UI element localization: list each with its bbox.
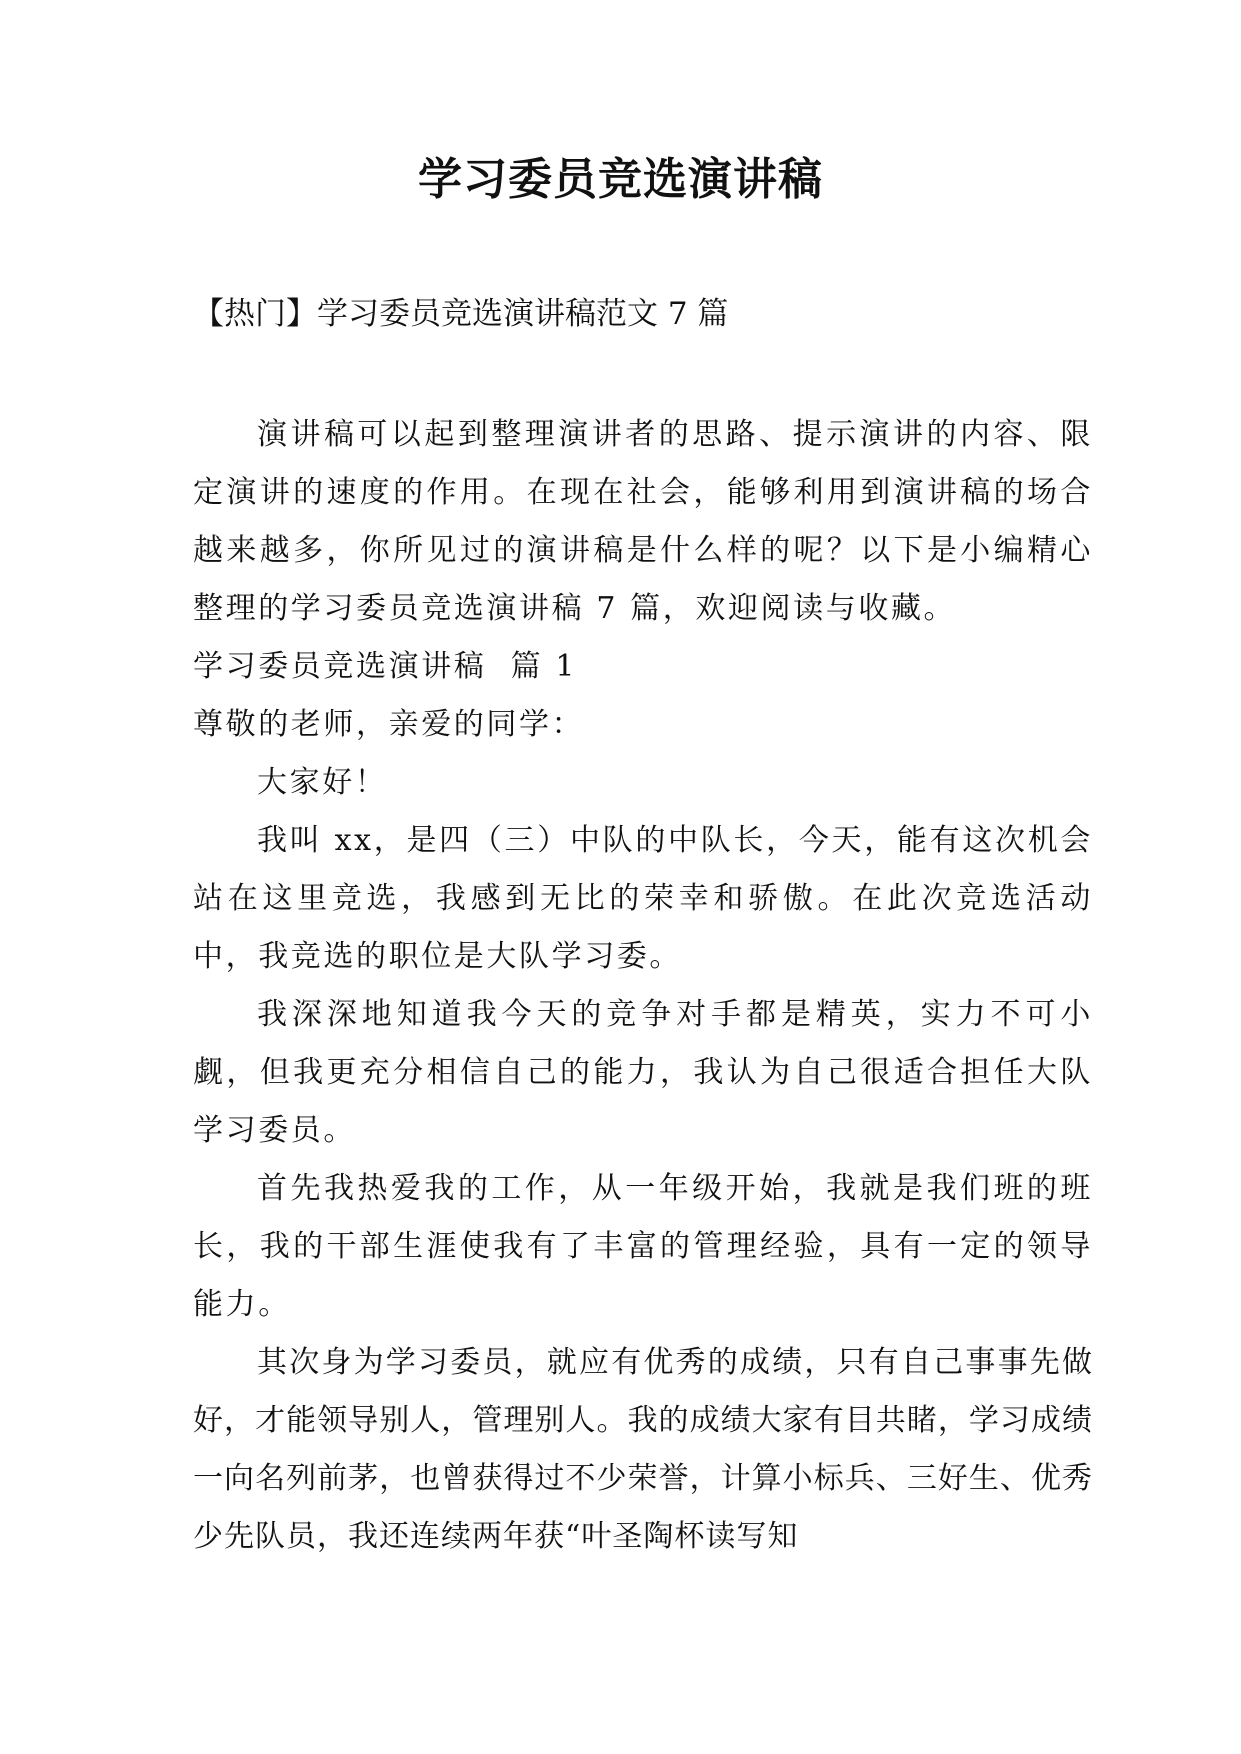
document-subtitle: 【热门】学习委员竞选演讲稿范文 7 篇 bbox=[193, 296, 729, 332]
document-title: 学习委员竞选演讲稿 bbox=[418, 154, 823, 205]
salutation: 尊敬的老师，亲爱的同学： bbox=[193, 707, 585, 742]
section-heading: 学习委员竞选演讲稿 篇 1 bbox=[193, 649, 578, 684]
intro-paragraph: 演讲稿可以起到整理演讲者的思路、提示演讲的内容、限定演讲的速度的作用。在现在社会，能够利用到演讲稿的场合越来越多，你所见过的演讲稿是什么样的呢？以下是小编精心整理的学习委员竞选演讲稿 7 篇，欢迎阅读与收藏。 bbox=[193, 417, 1093, 626]
document-body bbox=[193, 406, 1093, 1566]
body-paragraph: 我叫 xx，是四（三）中队的中队长，今天，能有这次机会站在这里竞选，我感到无比的荣幸和骄傲。在此次竞选活动中，我竞选的职位是大队学习委。 bbox=[193, 823, 1093, 974]
greeting: 大家好！ bbox=[257, 765, 388, 800]
body-paragraph: 其次身为学习委员，就应有优秀的成绩，只有自己事事先做好，才能领导别人，管理别人。我的成绩大家有目共睹，学习成绩一向名列前茅，也曾获得过不少荣誉，计算小标兵、三好生、优秀少先队员，我还连续两年获“叶圣陶杯读写知 bbox=[193, 1345, 1093, 1554]
body-paragraph: 我深深地知道我今天的竞争对手都是精英，实力不可小觑，但我更充分相信自己的能力，我认为自己很适合担任大队学习委员。 bbox=[193, 997, 1093, 1148]
body-paragraph: 首先我热爱我的工作，从一年级开始，我就是我们班的班长，我的干部生涯使我有了丰富的管理经验，具有一定的领导能力。 bbox=[193, 1171, 1093, 1322]
